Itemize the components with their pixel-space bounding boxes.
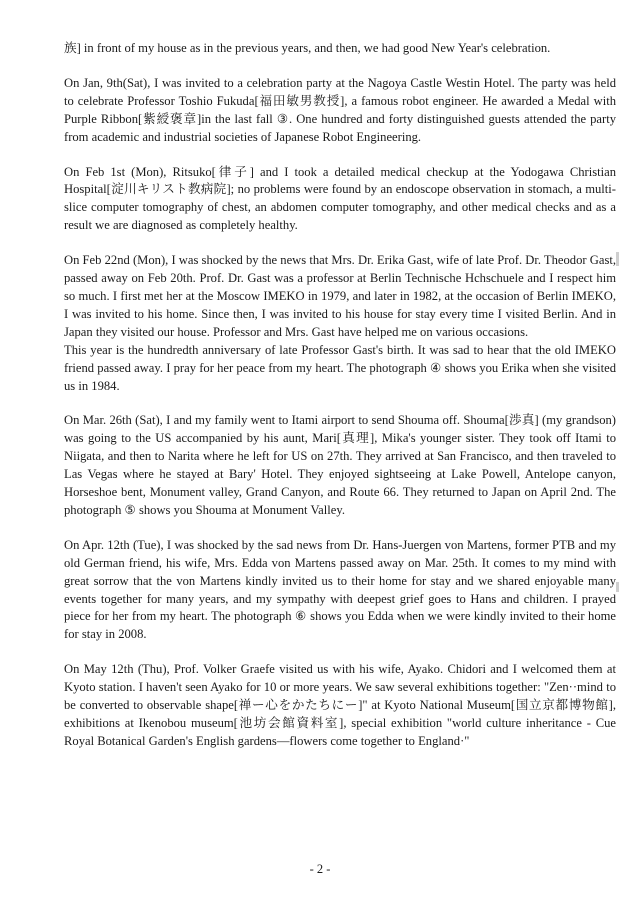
- scan-edge-mark: [616, 582, 619, 592]
- paragraph-gast-anniversary: This year is the hundredth anniversary of late Professor Gast's birth. It was sad to hear that the old IMEKO friend passed away. I pray for her peace from my heart. The photograph ④ shows you Erika when she visited us in 1984.: [64, 342, 616, 393]
- paragraph-shouma-trip: On Mar. 26th (Sat), I and my family went to Itami airport to send Shouma off. Shouma[渉真] (my grandson) was going to the US accompanied by his aunt, Mari[真理], Mika's younger sister. They took off Itami to Niigata, and then to Narita where he left for US on 27th. They arrived at San Francisco, and then traveled to Las Vegas where he stayed at Bary' Hotel. They enjoyed sightseeing at Lake Powell, Antelope canyon, Horseshoe bent, Monument valley, Grand Canyon, and Route 66. They returned to Japan on April 2nd. The photograph ⑤ shows you Shouma at Monument Valley.: [64, 413, 616, 517]
- scan-edge-mark: [616, 252, 619, 266]
- document-body: [64, 40, 616, 751]
- page-number: - 2 -: [309, 862, 331, 876]
- paragraph-edda-von-martens: On Apr. 12th (Tue), I was shocked by the sad news from Dr. Hans-Juergen von Martens, former PTB and my old German friend, his wife, Mrs. Edda von Martens passed away on Mar. 25th. It comes to my mind with great sorrow that the von Martens kindly invited us to their home for stay and we shared enjoyable many events together for many years, and my sympathy with deepest grief goes to Hans and children. I prayed piece for her from my heart. The photograph ⑥ shows you Edda when we were kindly invited to their home for stay in 2008.: [64, 537, 616, 642]
- paragraph-erika-gast: On Feb 22nd (Mon), I was shocked by the news that Mrs. Dr. Erika Gast, wife of late Prof. Dr. Theodor Gast, passed away on Feb 20th. Prof. Dr. Gast was a professor at Berlin Technische Hchschuele and I respect him so much. I first met her at the Moscow IMEKO in 1979, and later in 1982, at the occasion of Berlin IMEKO, I was invited to his home. Since then, I was invited to his house for stay every time I visited Berlin. And in Japan they visited our house. Professor and Mrs. Gast have helped me on various occasions.: [64, 253, 616, 339]
- paragraph-new-year: 族] in front of my house as in the previous years, and then, we had good New Year's celebration.: [64, 41, 551, 55]
- paragraph-fukuda-party: On Jan, 9th(Sat), I was invited to a celebration party at the Nagoya Castle Westin Hotel. The party was held to celebrate Professor Toshio Fukuda[福田敏男教授], a famous robot engineer. He awarded a Medal with Purple Ribbon[紫綬褒章]in the last fall ③. One hundred and forty distinguished guests attended the party from academic and industrial societies of Japanese Robot Engineering.: [64, 75, 616, 144]
- paragraph-medical-checkup: On Feb 1st (Mon), Ritsuko[律子] and I took a detailed medical checkup at the Yodogawa Christian Hospital[淀川キリスト教病院]; no problems were found by an endoscope observation in stomach, a multi-slice computer tomography of chest, an abdomen computer tomography, and other medical checks and as a result we are diagnosed as completely healthy.: [64, 164, 616, 233]
- paragraph-graefe-visit: On May 12th (Thu), Prof. Volker Graefe visited us with his wife, Ayako. Chidori and I welcomed them at Kyoto station. I haven't seen Ayako for 10 or more years. We saw several exhibitions together: "Zen··mind to be converted to observable shape[禅ー心をかたちにー]" at Kyoto National Museum[国立京都博物館], exhibitions at Ikenobou museum[池坊会館資料室], special exhibition "world culture inheritance - Cue Royal Botanical Garden's English gardens—flowers come together to England·": [64, 662, 616, 748]
